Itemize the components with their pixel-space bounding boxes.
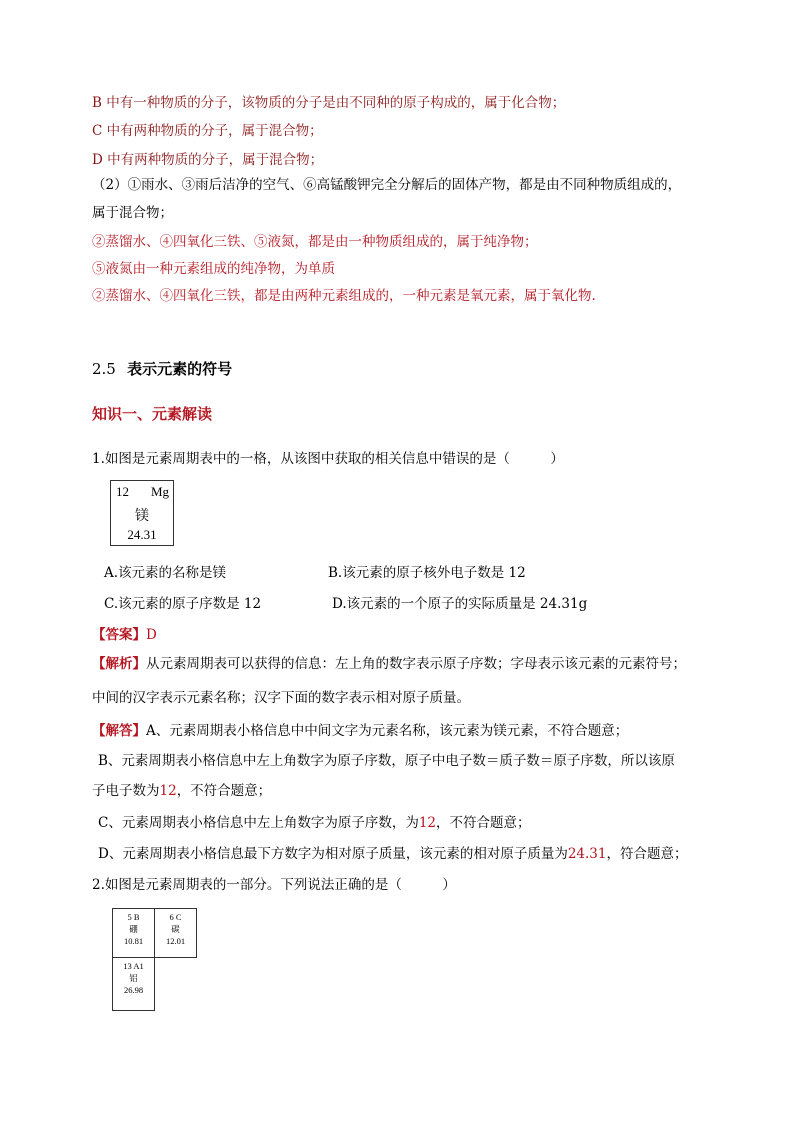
q1-answer bbox=[92, 626, 157, 644]
q1-option-a: A.该元素的名称是镁 bbox=[104, 565, 227, 581]
intro-line-2: C 中有两种物质的分子，属于混合物； bbox=[92, 123, 323, 139]
pt-cell-name: 碳 bbox=[171, 924, 180, 934]
q1-option-d: D.该元素的一个原子的实际质量是 24.31g bbox=[332, 596, 588, 612]
solution-a-text: A、元素周期表小格信息中中间文字为元素名称，该元素为镁元素，不符合题意； bbox=[146, 723, 629, 739]
atomic-number: 12 bbox=[116, 484, 129, 499]
intro-line-3: D 中有两种物质的分子，属于混合物； bbox=[92, 152, 324, 168]
pt-cell-mass: 10.81 bbox=[123, 936, 144, 946]
element-name: 镁 bbox=[135, 509, 149, 524]
analysis-tag: 【解析】 bbox=[92, 656, 146, 672]
solution-b2-post: ，不符合题意； bbox=[176, 783, 272, 799]
q1-option-c: C.该元素的原子序数是 12 bbox=[104, 596, 262, 612]
q1-solution-c bbox=[98, 814, 531, 832]
pt-cell-name: 铝 bbox=[129, 973, 138, 983]
section-heading bbox=[92, 360, 232, 378]
solution-b2-num: 12 bbox=[159, 783, 177, 799]
element-cell-mg bbox=[110, 480, 174, 546]
analysis-text-1: 从元素周期表可以获得的信息：左上角的数字表示原子序数；字母表示该元素的元素符号； bbox=[146, 656, 686, 672]
section-number: 2.5 bbox=[92, 360, 116, 378]
solution-c-pre: C、元素周期表小格信息中左上角数字为原子序数，为 bbox=[98, 815, 419, 831]
solution-b2-pre: 子电子数为 bbox=[92, 783, 160, 799]
intro-line-6: ②蒸馏水、④四氧化三铁、⑤液氮，都是由一种物质组成的，属于纯净物； bbox=[92, 234, 538, 250]
solution-d-pre: D、元素周期表小格信息最下方数字为相对原子质量，该元素的相对原子质量为 bbox=[98, 846, 568, 862]
pt-cell-aluminum bbox=[112, 957, 155, 1011]
section-title: 表示元素的符号 bbox=[127, 360, 233, 378]
intro-line-4: （2）①雨水、③雨后洁净的空气、⑥高锰酸钾完全分解后的固体产物，都是由不同种物质组成的， bbox=[92, 177, 682, 193]
answer-tag: 【答案】 bbox=[92, 627, 146, 643]
q1-option-b: B.该元素的原子核外电子数是 12 bbox=[328, 565, 526, 581]
solution-tag: 【解答】 bbox=[92, 723, 146, 739]
intro-line-8: ②蒸馏水、④四氧化三铁，都是由两种元素组成的，一种元素是氧元素，属于氧化物. bbox=[92, 288, 596, 304]
solution-d-post: ，符合题意； bbox=[606, 846, 688, 862]
q1-solution-a bbox=[92, 722, 628, 740]
pt-cell-head: 6 C bbox=[169, 912, 182, 922]
solution-c-num: 12 bbox=[418, 815, 437, 831]
q1-stem: 1.如图是元素周期表中的一格，从该图中获取的相关信息中错误的是（ ） bbox=[92, 451, 564, 467]
pt-cell-head: 5 B bbox=[127, 912, 140, 922]
atomic-mass: 24.31 bbox=[127, 527, 157, 542]
pt-cell-head: 13 A1 bbox=[123, 961, 144, 971]
element-symbol: Mg bbox=[150, 484, 169, 499]
intro-line-5: 属于混合物； bbox=[92, 205, 173, 221]
q1-analysis-2: 中间的汉字表示元素名称；汉字下面的数字表示相对原子质量。 bbox=[92, 690, 470, 706]
pt-cell-boron bbox=[112, 908, 155, 958]
solution-d-num: 24.31 bbox=[567, 846, 607, 862]
q2-stem: 2.如图是元素周期表的一部分。下列说法正确的是（ ） bbox=[92, 877, 456, 893]
answer-value: D bbox=[146, 627, 157, 643]
pt-cell-carbon bbox=[154, 908, 197, 958]
intro-line-7: ⑤液氮由一种元素组成的纯净物，为单质 bbox=[92, 261, 335, 277]
pt-cell-mass: 26.98 bbox=[123, 985, 144, 995]
q1-solution-b2 bbox=[92, 782, 271, 800]
intro-line-1: B 中有一种物质的分子，该物质的分子是由不同种的原子构成的，属于化合物； bbox=[92, 95, 566, 111]
q1-solution-d bbox=[98, 845, 687, 863]
q1-analysis-1 bbox=[92, 655, 686, 673]
pt-cell-mass: 12.01 bbox=[165, 936, 186, 946]
pt-cell-name: 硼 bbox=[129, 924, 138, 934]
knowledge-heading: 知识一、元素解读 bbox=[92, 405, 213, 423]
q1-solution-b1: B、元素周期表小格信息中左上角数字为原子序数，原子中电子数＝质子数＝原子序数，所以该原 bbox=[98, 753, 675, 769]
solution-c-post: ，不符合题意； bbox=[436, 815, 531, 831]
